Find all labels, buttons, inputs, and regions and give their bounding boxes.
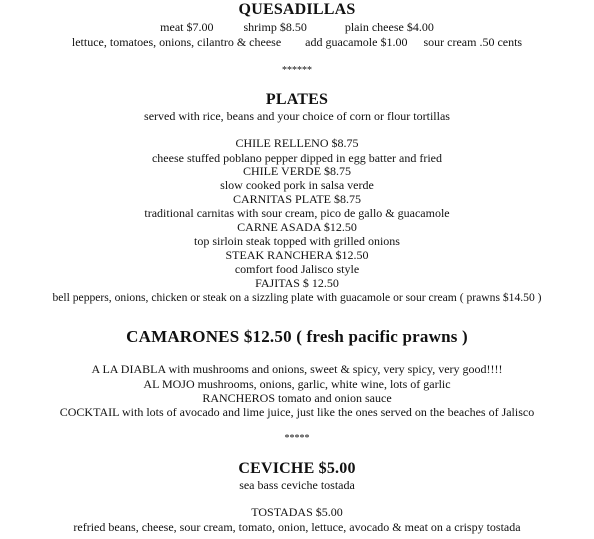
plate-item-desc: traditional carnitas with sour cream, pico de gallo & guacamole: [144, 206, 450, 220]
plate-item-desc: bell peppers, onions, chicken or steak on a sizzling plate with guacamole or sour cream ( prawns $14.50 ): [52, 291, 542, 304]
ceviche-title: CEVICHE $5.00: [238, 460, 356, 477]
section-divider: ******: [282, 65, 312, 76]
plate-item-desc: cheese stuffed poblano pepper dipped in egg batter and fried: [151, 151, 442, 165]
plate-item-name: STEAK RANCHERA $12.50: [225, 248, 369, 262]
add-guacamole-price: add guacamole $1.00: [305, 35, 408, 49]
quesadillas-title: QUESADILLAS: [238, 1, 356, 18]
section-divider: *****: [284, 433, 310, 444]
plate-item-desc: comfort food Jalisco style: [234, 262, 360, 276]
quesadillas-extras: [0, 35, 594, 50]
tostadas-desc: refried beans, cheese, sour cream, tomato, onion, lettuce, avocado & meat on a crispy tostada: [73, 520, 521, 534]
plate-item-name: CHILE RELLENO $8.75: [235, 136, 359, 150]
quesadilla-includes: lettuce, tomatoes, onions, cilantro & cheese: [71, 35, 282, 49]
quesadilla-shrimp-price: shrimp $8.50: [243, 20, 307, 34]
camarones-item: RANCHEROS tomato and onion sauce: [202, 391, 392, 405]
plates-subtitle: served with rice, beans and your choice of corn or flour tortillas: [144, 109, 450, 123]
tostadas-name: TOSTADAS $5.00: [251, 505, 343, 519]
plate-item-name: FAJITAS $ 12.50: [255, 276, 339, 290]
plates-title: PLATES: [265, 91, 329, 108]
quesadillas-prices: [0, 20, 594, 35]
camarones-item: A LA DIABLA with mushrooms and onions, sweet & spicy, very spicy, very good!!!!: [91, 362, 503, 376]
ceviche-subtitle: sea bass ceviche tostada: [239, 478, 355, 492]
plate-item-desc: top sirloin steak topped with grilled onions: [194, 234, 400, 248]
camarones-item: COCKTAIL with lots of avocado and lime juice, just like the ones served on the beaches of Jalisco: [59, 405, 535, 419]
plate-item-desc: slow cooked pork in salsa verde: [220, 178, 374, 192]
camarones-item: AL MOJO mushrooms, onions, garlic, white wine, lots of garlic: [143, 377, 451, 391]
plate-item-name: CHILE VERDE $8.75: [242, 164, 352, 178]
plate-item-name: CARNITAS PLATE $8.75: [232, 192, 362, 206]
sour-cream-price: sour cream .50 cents: [423, 35, 523, 49]
quesadilla-plain-cheese-price: plain cheese $4.00: [344, 20, 434, 34]
quesadilla-meat-price: meat $7.00: [160, 20, 214, 34]
camarones-title: CAMARONES $12.50 ( fresh pacific prawns ): [126, 327, 468, 346]
plate-item-name: CARNE ASADA $12.50: [237, 220, 357, 234]
